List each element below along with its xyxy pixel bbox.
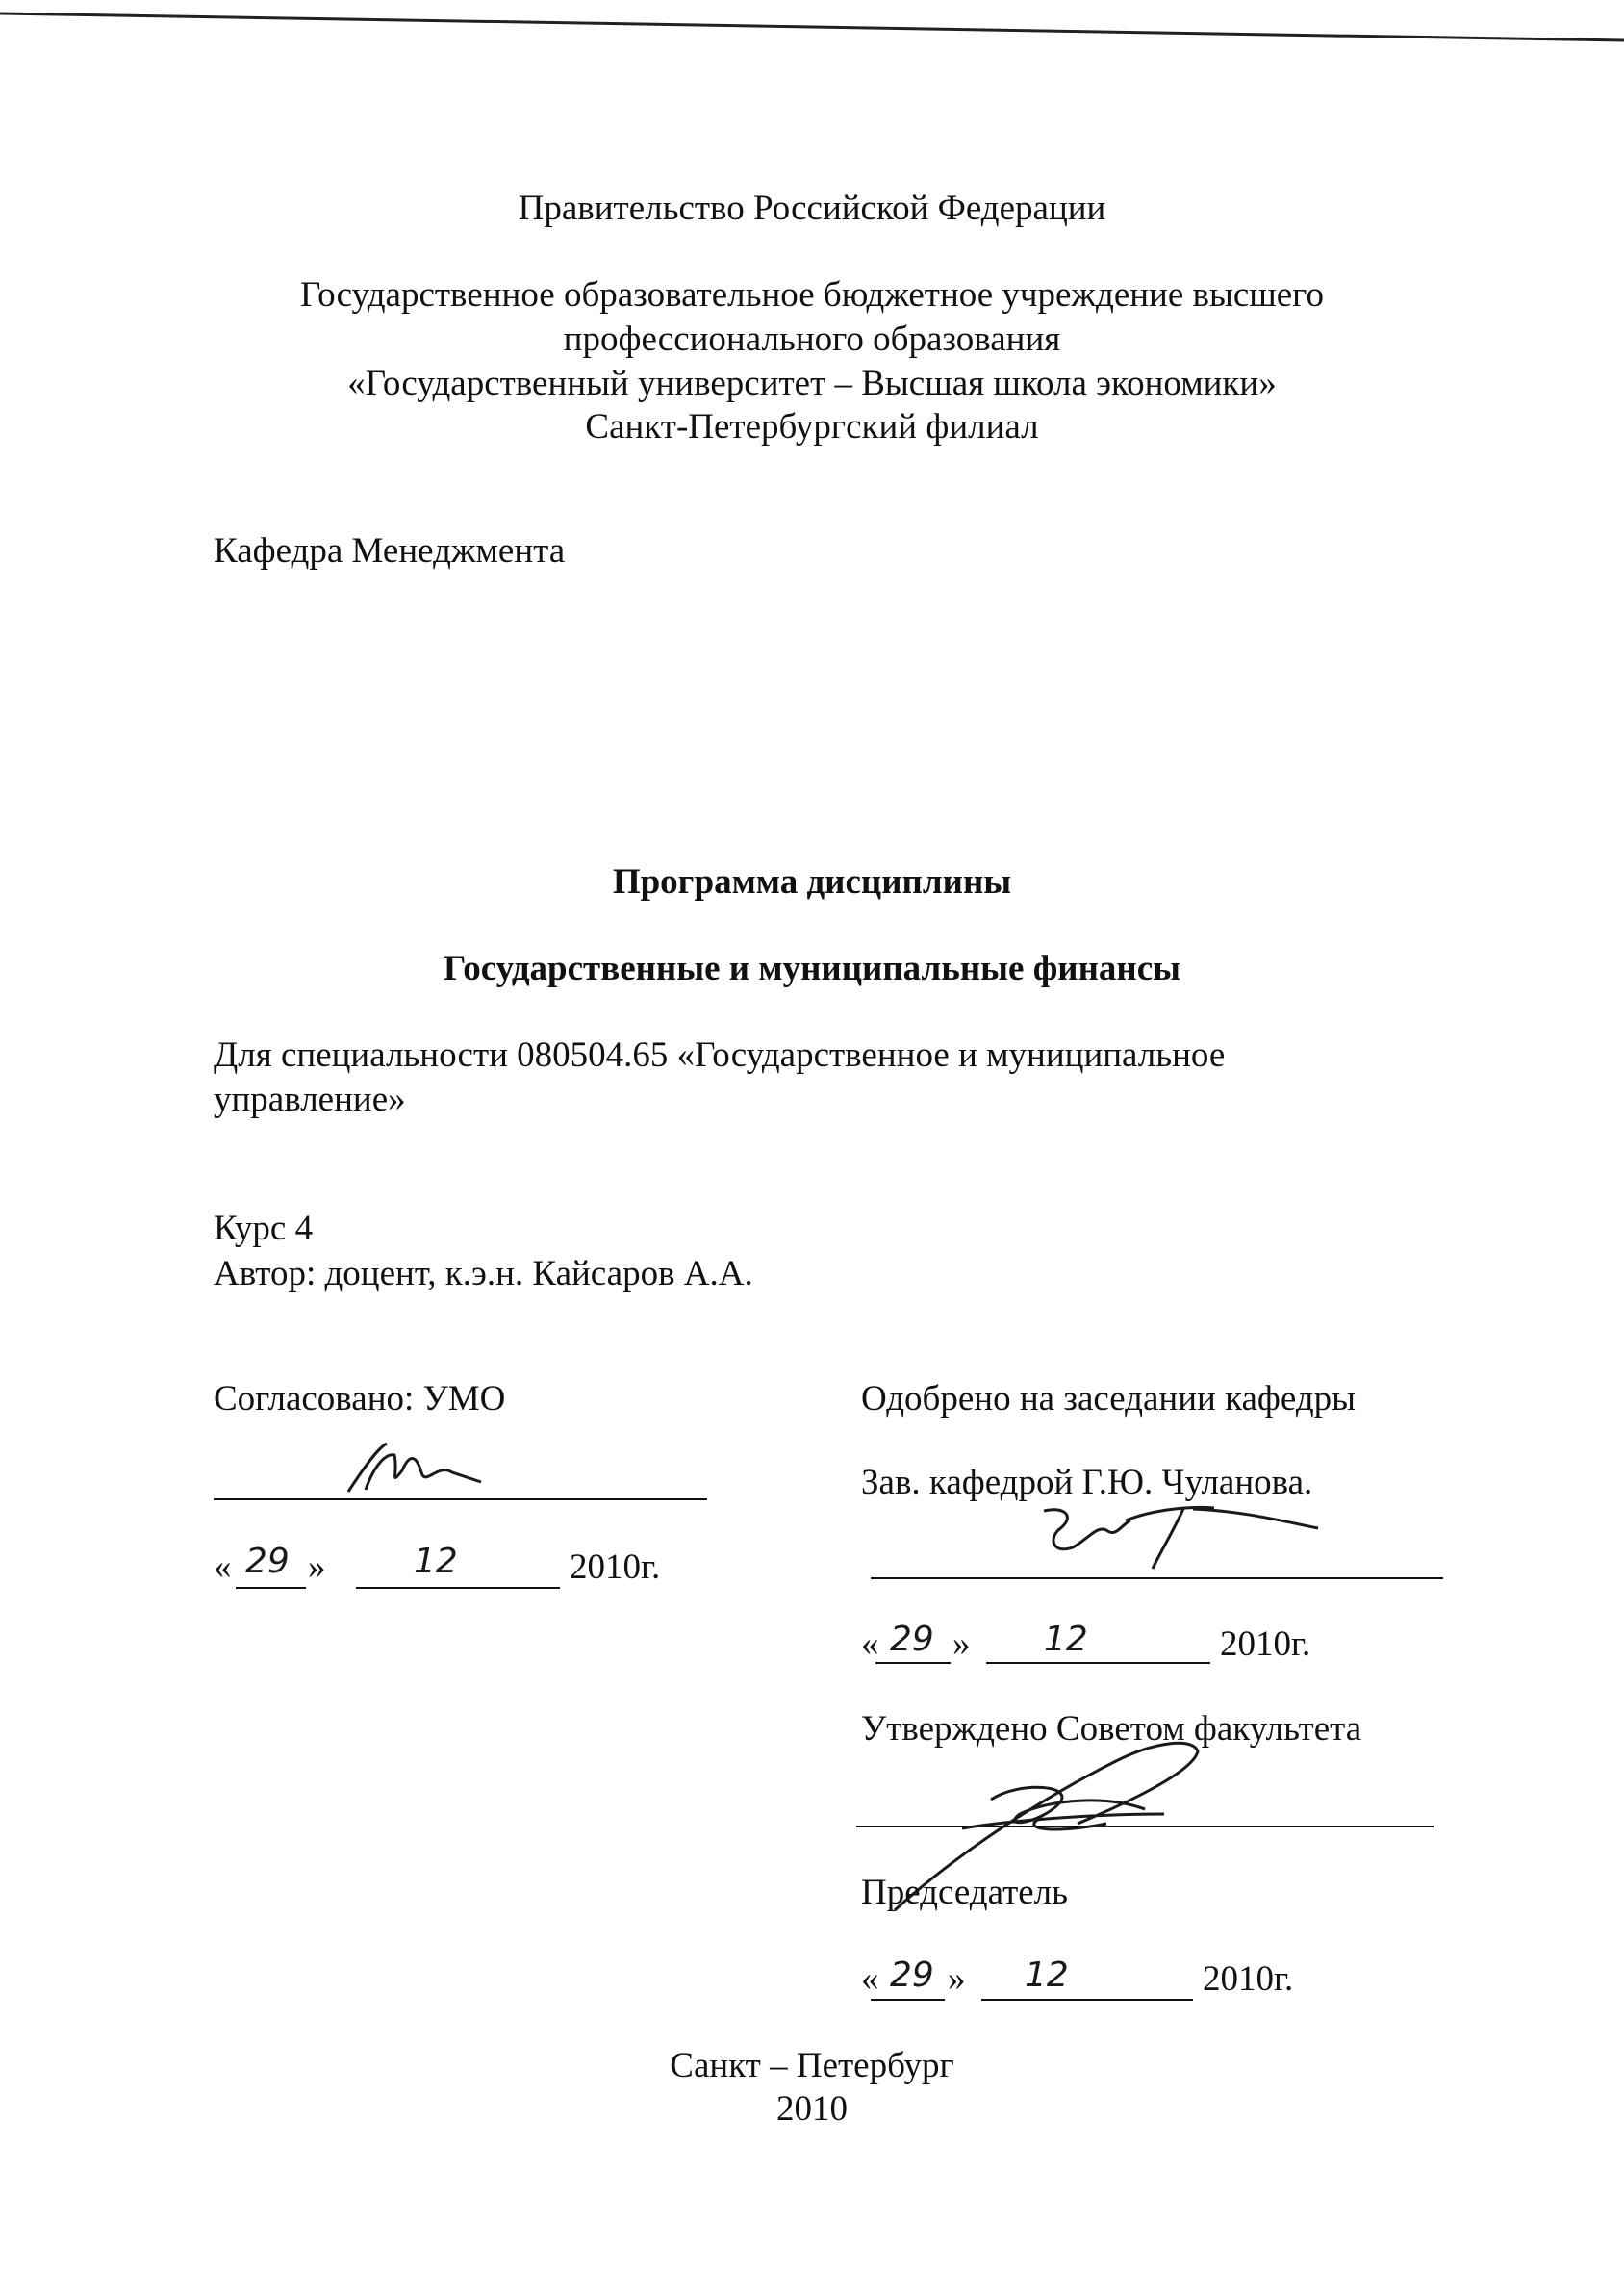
- left-date-close-quote: »: [308, 1547, 326, 1587]
- left-date-day: 29: [245, 1542, 290, 1581]
- approved-at-meeting: Одобрено на заседании кафедры: [861, 1379, 1357, 1418]
- department-name: Кафедра Менеджмента: [214, 531, 566, 571]
- institution-line-1: Государственное образовательное бюджетное учреждение высшего: [300, 275, 1324, 315]
- institution-line-2: профессионального образования: [563, 319, 1061, 359]
- discipline-name: Государственные и муниципальные финансы: [443, 949, 1181, 988]
- right-date-month: 12: [1044, 1620, 1088, 1659]
- government-heading: Правительство Российской Федерации: [518, 189, 1106, 228]
- author: Автор: доцент, к.э.н. Кайсаров А.А.: [214, 1254, 753, 1293]
- left-date-month: 12: [414, 1542, 458, 1581]
- course: Курс 4: [214, 1209, 314, 1248]
- left-date-year: 2010г.: [570, 1547, 661, 1587]
- right-date-day: 29: [890, 1620, 934, 1659]
- footer-city: Санкт – Петербург: [670, 2046, 954, 2085]
- specialty-line-2: управление»: [214, 1080, 406, 1119]
- institution-line-3: «Государственный университет – Высшая школа экономики»: [347, 364, 1277, 403]
- chairman: Председатель: [861, 1873, 1069, 1912]
- document-title: Программа дисциплины: [612, 862, 1012, 902]
- specialty-line-1: Для специальности 080504.65 «Государственное и муниципальное: [214, 1035, 1226, 1075]
- right-date-close-quote: »: [952, 1624, 971, 1664]
- right-date2-open-quote: «: [861, 1959, 879, 1999]
- right-date2-year: 2010г.: [1203, 1959, 1294, 1999]
- agreed-umo: Согласовано: УМО: [214, 1379, 506, 1418]
- right-date2-month: 12: [1025, 1955, 1069, 1995]
- right-date2-day: 29: [890, 1955, 934, 1995]
- left-date-open-quote: «: [214, 1547, 232, 1587]
- right-date-open-quote: «: [861, 1624, 879, 1664]
- department-head: Зав. кафедрой Г.Ю. Чуланова.: [861, 1463, 1313, 1502]
- branch-name: Санкт-Петербургский филиал: [585, 407, 1039, 447]
- footer-year: 2010: [776, 2089, 848, 2129]
- approved-by-council: Утверждено Советом факультета: [861, 1709, 1362, 1749]
- right-date2-close-quote: »: [948, 1959, 966, 1999]
- right-date-year: 2010г.: [1220, 1624, 1311, 1664]
